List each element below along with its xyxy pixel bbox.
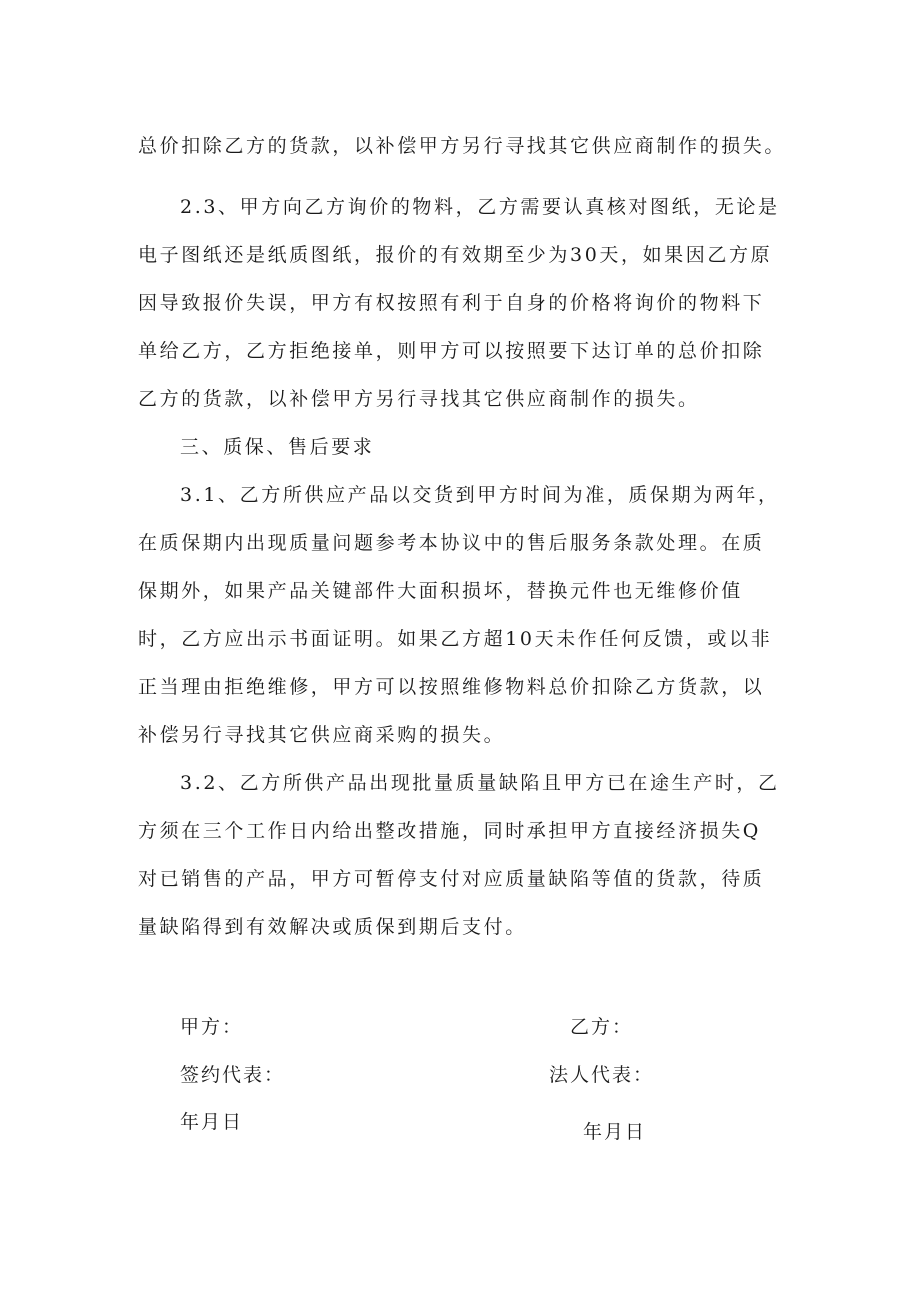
paragraph-line: 方须在三个工作日内给出整改措施，同时承担甲方直接经济损失Q <box>138 820 761 842</box>
paragraph-line: 时，乙方应出示书面证明。如果乙方超10天未作任何反馈，或以非 <box>138 628 773 650</box>
party-a-date-label: 年月日 <box>180 1111 244 1133</box>
clause-2-3-line: 2.3、甲方向乙方询价的物料，乙方需要认真核对图纸，无论是 <box>180 196 780 218</box>
party-b-date-label: 年月日 <box>583 1121 647 1143</box>
party-a-label: 甲方： <box>180 1016 244 1038</box>
party-b-label: 乙方： <box>570 1016 634 1038</box>
paragraph-line: 量缺陷得到有效解决或质保到期后支付。 <box>138 916 527 938</box>
paragraph-line: 在质保期内出现质量问题参考本协议中的售后服务条款处理。在质 <box>138 532 765 554</box>
paragraph-line: 电子图纸还是纸质图纸，报价的有效期至少为30天，如果因乙方原 <box>138 244 773 266</box>
party-b-legal-representative-label: 法人代表： <box>549 1064 655 1086</box>
party-a-representative-label: 签约代表： <box>180 1064 286 1086</box>
paragraph-line: 单给乙方，乙方拒绝接单，则甲方可以按照要下达订单的总价扣除 <box>138 340 765 362</box>
section-3-heading: 三、质保、售后要求 <box>180 436 375 458</box>
clause-3-1-line: 3.1、乙方所供应产品以交货到甲方时间为准，质保期为两年， <box>180 484 780 506</box>
paragraph-line: 保期外，如果产品关键部件大面积损坏，替换元件也无维修价值 <box>138 580 743 602</box>
paragraph-line: 因导致报价失误，甲方有权按照有利于自身的价格将询价的物料下 <box>138 292 765 314</box>
paragraph-line: 正当理由拒绝维修，甲方可以按照维修物料总价扣除乙方货款，以 <box>138 676 765 698</box>
paragraph-line: 补偿另行寻找其它供应商采购的损失。 <box>138 724 506 746</box>
paragraph-line: 乙方的货款，以补偿甲方另行寻找其它供应商制作的损失。 <box>138 388 700 410</box>
clause-3-2-line: 3.2、乙方所供产品出现批量质量缺陷且甲方已在途生产时，乙 <box>180 772 780 794</box>
paragraph-line: 对已销售的产品，甲方可暂停支付对应质量缺陷等值的货款，待质 <box>138 868 765 890</box>
paragraph-line: 总价扣除乙方的货款，以补偿甲方另行寻找其它供应商制作的损失。 <box>138 135 787 157</box>
